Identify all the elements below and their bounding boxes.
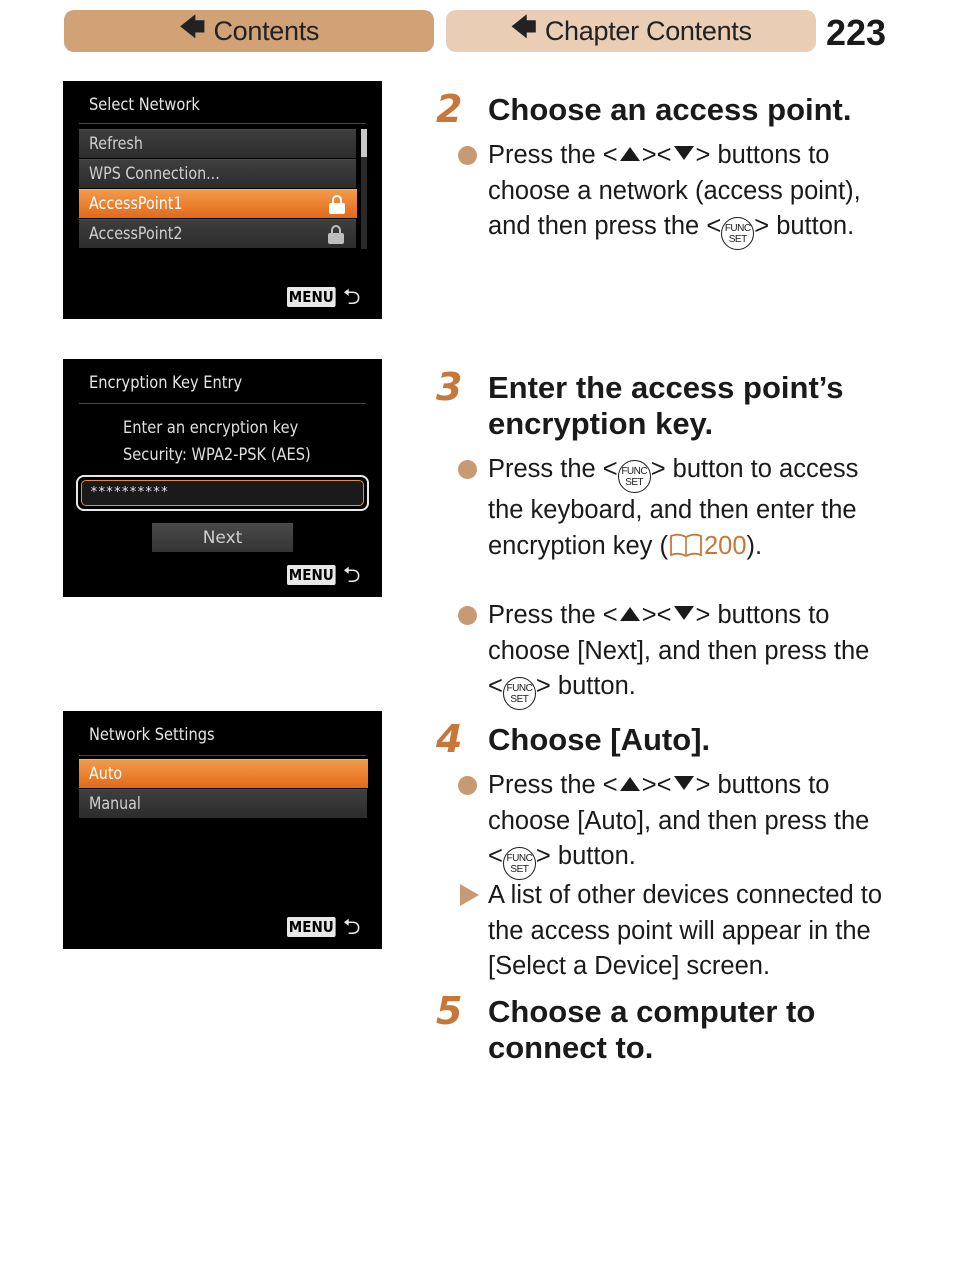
step-title: Enter the access point’s encryption key. <box>488 370 844 441</box>
up-arrow-icon <box>620 607 640 621</box>
bullet-icon <box>458 776 477 795</box>
menu-item-manual: Manual <box>79 789 367 818</box>
scrollbar <box>361 129 367 249</box>
chapter-contents-button[interactable] <box>446 10 816 52</box>
lock-icon <box>329 195 345 213</box>
screen-title: Select Network <box>89 95 200 115</box>
step-title: Choose [Auto]. <box>488 722 711 757</box>
step-number: 5 <box>436 989 463 1033</box>
security-type: Security: WPA2-PSK (AES) <box>123 445 311 465</box>
arrow-left-icon: 🡄 <box>510 12 537 42</box>
menu-back-badge: MENU ⮌ <box>288 284 361 309</box>
divider <box>79 123 366 124</box>
step-result: A list of other devices connected to the access point will appear in the [Select a Device] screen. <box>488 881 883 980</box>
result-arrow-icon <box>460 884 479 906</box>
encryption-key-field: ********** <box>76 475 369 511</box>
screen-title: Encryption Key Entry <box>89 373 243 393</box>
network-settings-screenshot <box>63 711 382 949</box>
menu-item-auto: Auto <box>79 759 368 788</box>
page-reference-link[interactable]: 200 <box>704 531 747 560</box>
lock-icon <box>328 225 344 243</box>
encryption-key-screenshot <box>63 359 382 597</box>
page-number: 223 <box>826 12 887 53</box>
step-instruction: Press the < >< > buttons to choose [Next], and then press the < FUNC SET > button. <box>488 598 888 710</box>
menu-item-wps: WPS Connection... <box>79 159 356 188</box>
divider <box>79 755 366 756</box>
func-set-icon: FUNC SET <box>618 460 651 493</box>
step-title: Choose a computer to connect to. <box>488 994 816 1065</box>
back-arrow-icon: ⮌ <box>342 284 361 309</box>
down-arrow-icon <box>674 776 694 790</box>
bullet-icon <box>458 146 477 165</box>
up-arrow-icon <box>620 777 640 791</box>
step-number: 4 <box>436 717 463 761</box>
contents-button[interactable] <box>64 10 434 52</box>
next-button: Next <box>152 523 293 552</box>
menu-item-refresh: Refresh <box>79 129 356 158</box>
chapter-contents-label: Chapter Contents <box>544 15 752 46</box>
encryption-prompt: Enter an encryption key <box>123 418 299 438</box>
back-arrow-icon: ⮌ <box>342 562 361 587</box>
menu-item-accesspoint1: AccessPoint1 <box>79 189 357 218</box>
step-title: Choose an access point. <box>488 92 852 127</box>
menu-back-badge: MENU ⮌ <box>288 562 361 587</box>
up-arrow-icon <box>620 147 640 161</box>
arrow-left-icon: 🡄 <box>178 12 206 42</box>
menu-item-accesspoint2: AccessPoint2 <box>79 219 356 248</box>
book-icon <box>668 532 704 558</box>
divider <box>79 403 366 404</box>
down-arrow-icon <box>674 146 694 160</box>
screen-title: Network Settings <box>89 725 215 745</box>
step-instruction: Press the < >< > buttons to choose a network (access point), and then press the < FUNC SET > button. <box>488 138 888 250</box>
func-set-icon: FUNC SET <box>503 677 536 710</box>
bullet-icon <box>458 460 477 479</box>
select-network-screenshot <box>63 81 382 319</box>
contents-label: Contents <box>213 15 320 46</box>
step-instruction: Press the < FUNC SET > button to access the keyboard, and then enter the encryption key ( 200). <box>488 455 859 560</box>
menu-back-badge: MENU ⮌ <box>288 914 361 939</box>
step-number: 3 <box>436 365 463 409</box>
down-arrow-icon <box>674 606 694 620</box>
step-number: 2 <box>436 87 463 131</box>
bullet-icon <box>458 606 477 625</box>
back-arrow-icon: ⮌ <box>342 914 361 939</box>
step-instruction: Press the < >< > buttons to choose [Auto], and then press the < FUNC SET > button. <box>488 768 888 880</box>
func-set-icon: FUNC SET <box>721 217 754 250</box>
func-set-icon: FUNC SET <box>503 847 536 880</box>
